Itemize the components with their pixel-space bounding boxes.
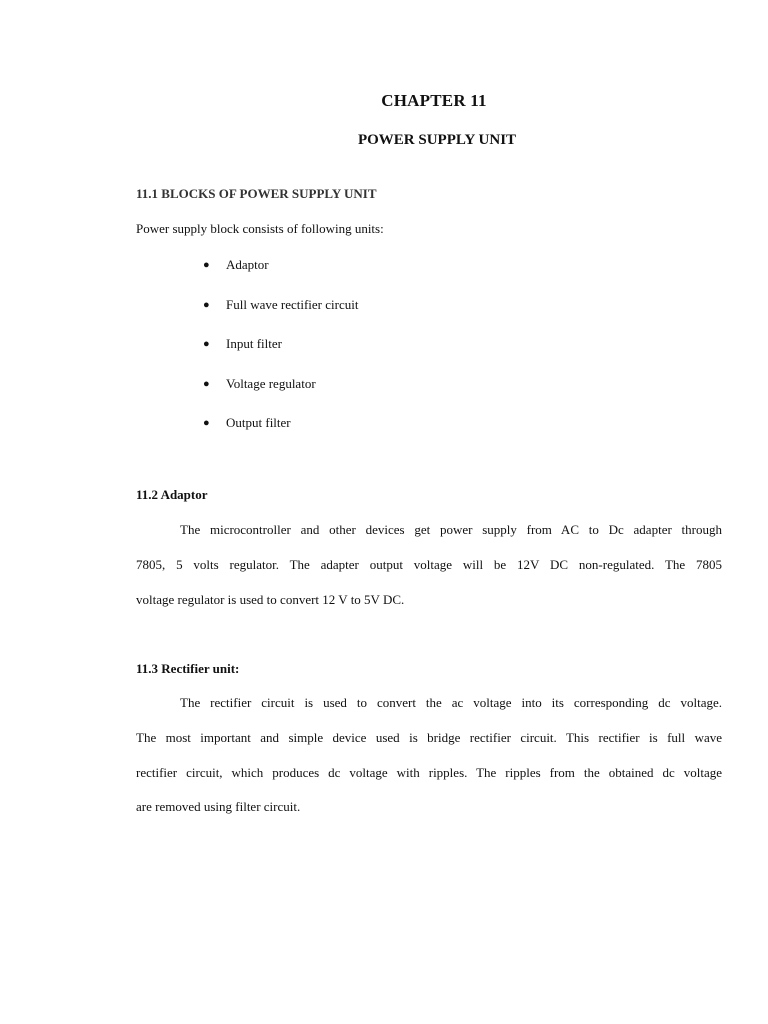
bullet-icon: ● bbox=[203, 338, 210, 350]
list-item-label: Input filter bbox=[226, 336, 282, 351]
paragraph-line: The most important and simple device used is bridge rectifier circuit. This rectifier is full wave bbox=[136, 729, 722, 745]
list-item-label: Full wave rectifier circuit bbox=[226, 296, 359, 312]
section-intro-text: Power supply block consists of following units: bbox=[136, 221, 384, 236]
list-item bbox=[200, 334, 358, 374]
section-heading-11-3: 11.3 Rectifier unit: bbox=[136, 661, 240, 676]
section-heading-11-2: 11.2 Adaptor bbox=[136, 487, 208, 502]
power-supply-units-list bbox=[200, 255, 358, 453]
paragraph-line: The microcontroller and other devices get power supply from AC to Dc adapter through bbox=[180, 522, 722, 537]
paragraph-line: The rectifier circuit is used to convert the ac voltage into its corresponding dc voltage. bbox=[180, 695, 722, 710]
list-item bbox=[200, 295, 358, 335]
list-item-label: Adaptor bbox=[226, 257, 269, 272]
list-item-label: Output filter bbox=[226, 415, 291, 430]
bullet-icon: ● bbox=[203, 259, 210, 271]
list-item-label: Voltage regulator bbox=[226, 375, 316, 391]
bullet-icon: ● bbox=[203, 298, 210, 311]
list-item bbox=[200, 255, 358, 295]
paragraph-line: voltage regulator is used to convert 12 V to 5V DC. bbox=[136, 591, 405, 607]
list-item bbox=[200, 374, 358, 414]
rectifier-paragraph bbox=[136, 686, 722, 825]
section-heading-11-1: 11.1 BLOCKS OF POWER SUPPLY UNIT bbox=[136, 186, 377, 201]
paragraph-line: are removed using filter circuit. bbox=[136, 799, 301, 815]
chapter-number: CHAPTER 11 bbox=[381, 91, 487, 110]
paragraph-line: 7805, 5 volts regulator. The adapter output voltage will be 12V DC non-regulated. The 7805 bbox=[136, 556, 722, 572]
adaptor-paragraph bbox=[136, 513, 722, 617]
list-item bbox=[200, 413, 358, 453]
bullet-icon: ● bbox=[203, 377, 210, 390]
chapter-title: POWER SUPPLY UNIT bbox=[357, 132, 517, 148]
paragraph-line: rectifier circuit, which produces dc voltage with ripples. The ripples from the obtained dc voltage bbox=[136, 764, 722, 780]
bullet-icon: ● bbox=[203, 417, 210, 429]
